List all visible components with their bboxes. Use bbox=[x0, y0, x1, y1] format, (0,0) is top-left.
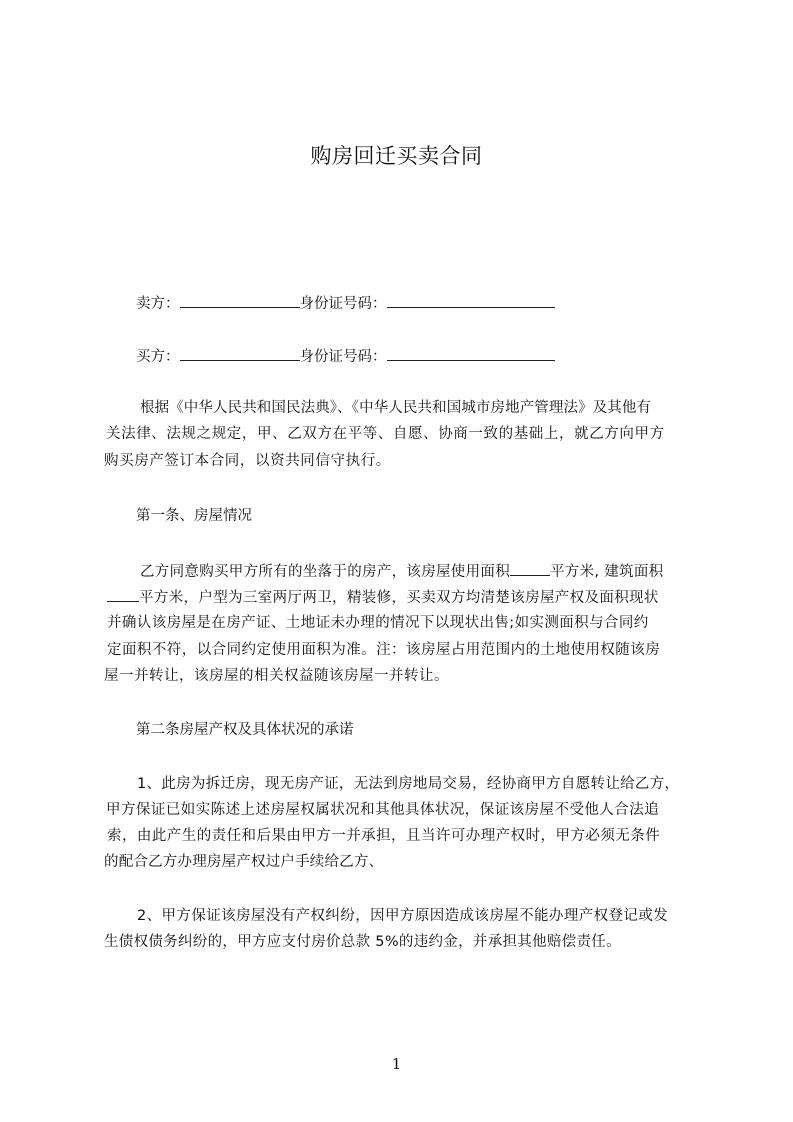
seller-id-blank[interactable] bbox=[387, 293, 555, 308]
usable-area-blank[interactable] bbox=[510, 561, 550, 576]
article1-heading: 第一条、房屋情况 bbox=[136, 508, 252, 524]
seller-label: 卖方： bbox=[136, 296, 180, 312]
page-number: 1 bbox=[391, 1055, 402, 1073]
article1-line bbox=[140, 561, 663, 582]
article1-text: 平方米, 建筑面积 bbox=[550, 564, 664, 580]
article1-line: 屋一并转让，该房屋的相关权益随该房屋一并转让。 bbox=[104, 668, 449, 684]
buyer-name-blank[interactable] bbox=[180, 346, 300, 361]
article2-clause2-line: 2、甲方保证该房屋没有产权纠纷，因甲方原因造成该房屋不能办理产权登记或发 bbox=[137, 908, 669, 924]
article1-text: 平方米，户型为三室两厅两卫，精装修，买卖双方均清楚该房屋产权及面积现状 bbox=[139, 590, 659, 606]
article1-line bbox=[107, 587, 659, 608]
seller-name-blank[interactable] bbox=[180, 293, 300, 308]
buyer-label: 买方： bbox=[136, 349, 180, 365]
article2-clause1-line: 甲方保证已如实陈述上述房屋权属状况和其他具体状况，保证该房屋不受他人合法追 bbox=[106, 802, 660, 818]
article1-line: 并确认该房屋是在房产证、土地证未办理的情况下以现状出售;如实测面积与合同约 bbox=[107, 615, 649, 631]
seller-row bbox=[136, 292, 555, 313]
buyer-id-blank[interactable] bbox=[387, 346, 555, 361]
article2-clause2-line: 生债权债务纠纷的，甲方应支付房价总款 5%的违约金，并承担其他赔偿责任。 bbox=[104, 934, 621, 950]
article1-line: 定面积不符，以合同约定使用面积为准。注：该房屋占用范围内的土地使用权随该房 bbox=[107, 642, 661, 658]
article1-text: 乙方同意购买甲方所有的坐落于的房产，该房屋使用面积 bbox=[140, 564, 510, 580]
buyer-row bbox=[136, 345, 555, 366]
building-area-blank[interactable] bbox=[107, 587, 139, 602]
article2-heading: 第二条房屋产权及具体状况的承诺 bbox=[136, 722, 354, 738]
article2-clause1-line: 1、此房为拆迁房，现无房产证，无法到房地局交易，经协商甲方自愿转让给乙方， bbox=[137, 776, 680, 792]
preamble-line: 根据《中华人民共和国民法典》、《中华人民共和国城市房地产管理法》及其他有 bbox=[140, 400, 652, 416]
document-title: 购房回迁买卖合同 bbox=[310, 144, 483, 168]
preamble-line: 关法律、法规之规定，甲、乙双方在平等、自愿、协商一致的基础上，就乙方向甲方 bbox=[106, 426, 665, 442]
buyer-id-label: 身份证号码： bbox=[299, 349, 387, 365]
seller-id-label: 身份证号码： bbox=[299, 296, 387, 312]
preamble-line: 购买房产签订本合同，以资共同信守执行。 bbox=[104, 453, 391, 469]
article2-clause1-line: 索，由此产生的责任和后果由甲方一并承担，且当许可办理产权时，甲方必须无条件 bbox=[107, 828, 661, 844]
article2-clause1-line: 的配合乙方办理房屋产权过户手续给乙方、 bbox=[104, 854, 384, 870]
